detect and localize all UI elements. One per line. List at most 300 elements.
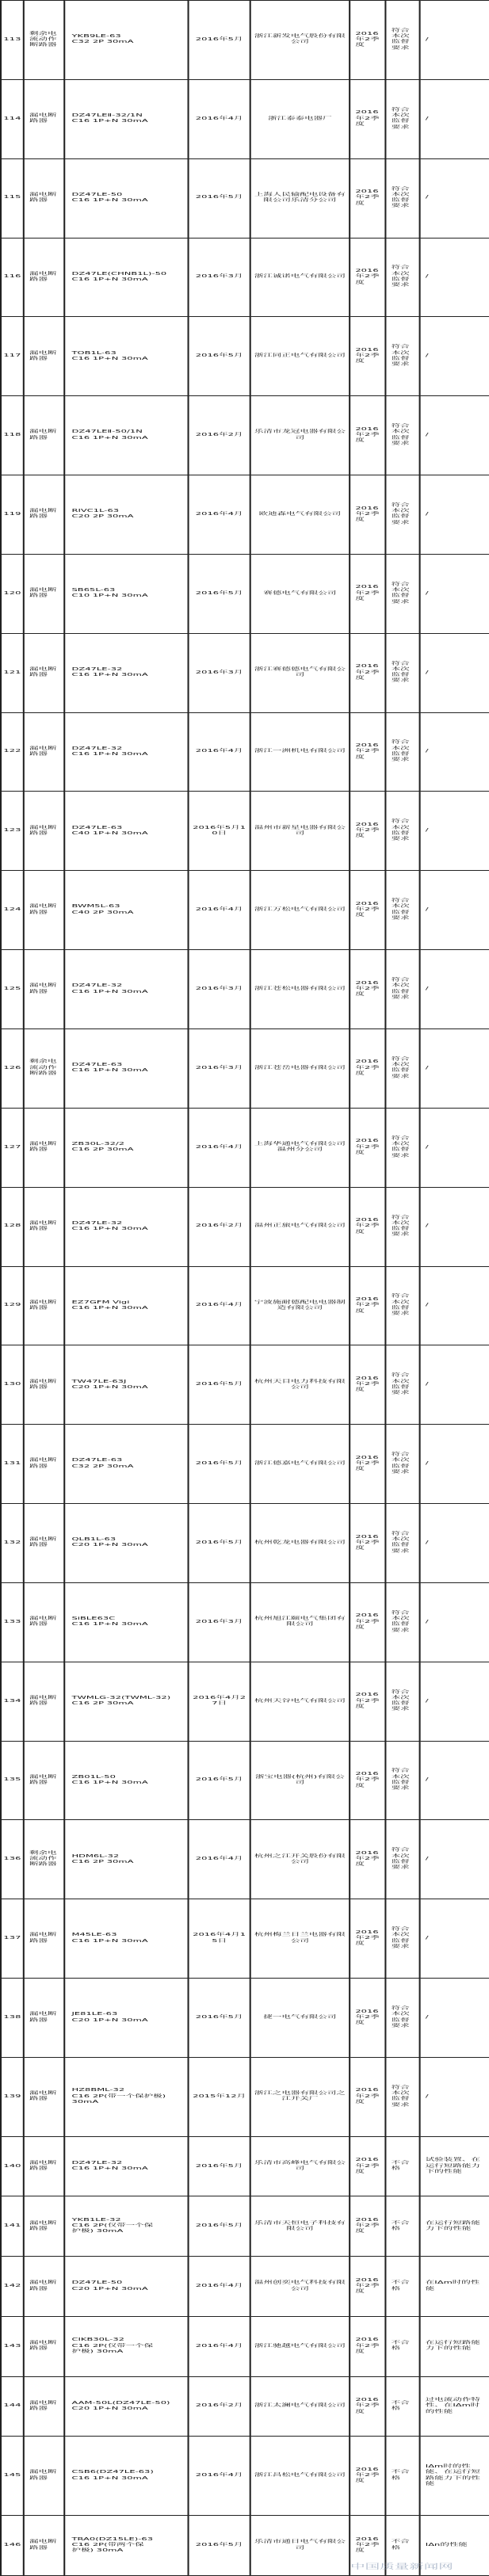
inspection-period-cell-text: 2016年2季度 — [355, 2088, 380, 2105]
failed-item-cell-text: 在运行短路能力下的性能 — [425, 2340, 480, 2352]
manufacturer-cell — [250, 950, 350, 1029]
result-cell — [385, 238, 419, 317]
failed-item-cell — [420, 1187, 489, 1266]
model-spec-line: RIVC1L-63 — [71, 509, 120, 514]
result-cell — [385, 1187, 419, 1266]
production-date-cell-text: 2016年3月 — [195, 670, 243, 675]
production-date-cell — [189, 1820, 250, 1899]
product-name-cell-text: 剩余电流动作断路器 — [29, 1850, 57, 1868]
row-number-cell — [1, 950, 24, 1029]
product-name-cell-text: 漏电断路器 — [29, 1695, 57, 1707]
model-spec-line: TWMLG-32(TWML-32) — [71, 1695, 171, 1700]
result-cell-text: 符合本次监督要求 — [391, 1848, 410, 1871]
manufacturer-cell — [250, 1345, 350, 1425]
failed-item-cell — [420, 475, 489, 555]
model-spec-line: BWM5L-63 — [71, 904, 120, 910]
manufacturer-cell — [250, 633, 350, 712]
result-cell-text: 符合本次监督要求 — [391, 1927, 410, 1949]
failed-item-cell — [420, 2257, 489, 2317]
manufacturer-cell — [250, 2437, 350, 2516]
model-spec-line: DZ47LE-63 — [71, 1458, 123, 1464]
production-date-cell-text: 2016年4月 — [195, 116, 243, 121]
model-spec-cell — [64, 158, 188, 238]
inspection-period-cell — [350, 1345, 385, 1425]
model-spec-line: DZ47LE-32 — [71, 1220, 123, 1226]
inspection-period-cell — [350, 317, 385, 396]
result-cell-text: 符合本次监督要求 — [391, 1452, 410, 1475]
model-spec-line: C10 1P+N 30mA — [71, 593, 148, 599]
failed-item-cell-text: / — [425, 274, 429, 280]
model-spec-line: QLB1L-63 — [71, 1537, 117, 1543]
production-date-cell-text: 2016年4月15日 — [193, 1933, 246, 1944]
production-date-cell-text: 2016年5月 — [195, 1540, 243, 1545]
result-cell — [385, 633, 419, 712]
model-spec-line: DZ47LE-50 — [71, 192, 123, 197]
product-name-cell — [24, 1582, 64, 1662]
inspection-period-cell-text: 2016年2季度 — [355, 1059, 380, 1077]
model-spec-cell — [64, 1820, 188, 1899]
failed-item-cell — [420, 1741, 489, 1820]
row-number-cell — [1, 712, 24, 792]
manufacturer-cell-text: 浙江苍松电器有限公司 — [254, 986, 346, 991]
failed-item-cell-text: 试验装置、在运行短路能力下的性能 — [425, 2158, 480, 2174]
model-spec-line: C16 2P(仅带一个保 — [71, 2343, 154, 2349]
table-row — [1, 1, 489, 80]
failed-item-cell-text: / — [425, 353, 429, 359]
manufacturer-cell-text: 杭州天谷电气有限公司 — [254, 1698, 346, 1704]
inspection-period-cell — [350, 2257, 385, 2317]
product-name-cell-text: 漏电断路器 — [29, 666, 57, 678]
production-date-cell — [189, 871, 250, 950]
production-date-cell — [189, 1662, 250, 1741]
product-name-cell-text: 漏电断路器 — [29, 2280, 57, 2292]
manufacturer-cell — [250, 1504, 350, 1583]
manufacturer-cell — [250, 1266, 350, 1345]
failed-item-cell — [420, 2316, 489, 2376]
failed-item-cell — [420, 1345, 489, 1425]
manufacturer-cell — [250, 2196, 350, 2257]
failed-item-cell-text: IΔm时的性能、在运行短路能力下的性能 — [425, 2464, 480, 2486]
inspection-period-cell-text: 2016年2季度 — [355, 664, 380, 681]
result-cell-text: 符合本次监督要求 — [391, 661, 410, 684]
model-spec-line: C20 1P+N 30mA — [71, 1543, 148, 1548]
manufacturer-cell-text: 浙江赛德德电气有限公司 — [254, 666, 346, 678]
result-cell-text: 符合本次监督要求 — [391, 1689, 410, 1712]
inspection-period-cell — [350, 475, 385, 555]
production-date-cell — [189, 633, 250, 712]
production-date-cell-text: 2016年4月 — [195, 1857, 243, 1862]
table-row — [1, 158, 489, 238]
table-row — [1, 1979, 489, 2058]
product-name-cell — [24, 2437, 64, 2516]
model-spec-line: ZB30L-32/2 — [71, 1141, 125, 1147]
row-number-cell — [1, 2257, 24, 2317]
production-date-cell — [189, 2136, 250, 2196]
row-number-cell — [1, 1582, 24, 1662]
manufacturer-cell-text: 宁波施耐德配电电器制造有限公司 — [254, 1299, 346, 1311]
model-spec-cell — [64, 2057, 188, 2136]
table-row — [1, 1187, 489, 1266]
row-number-cell-text: 120 — [3, 590, 21, 596]
manufacturer-cell-text: 浙江泰泰电器厂 — [268, 116, 332, 121]
manufacturer-cell-text: 上海华通电气有限公司温州分公司 — [254, 1141, 346, 1153]
failed-item-cell — [420, 554, 489, 633]
model-spec-line: DZ47LE-32 — [71, 983, 123, 989]
product-name-cell — [24, 1662, 64, 1741]
failed-item-cell-text: / — [425, 2014, 429, 2020]
row-number-cell — [1, 871, 24, 950]
model-spec-line: TRA0(DZ15LE)-63 — [71, 2536, 154, 2542]
result-cell — [385, 79, 419, 158]
result-cell-text: 符合本次监督要求 — [391, 1531, 410, 1554]
table-row — [1, 2376, 489, 2437]
manufacturer-cell — [250, 1899, 350, 1979]
result-cell — [385, 1582, 419, 1662]
failed-item-cell — [420, 317, 489, 396]
model-spec-line: 护极) 30mA — [71, 2229, 124, 2234]
failed-item-cell — [420, 1582, 489, 1662]
result-cell-text: 不合格 — [391, 2220, 410, 2231]
product-name-cell — [24, 1108, 64, 1187]
inspection-period-cell — [350, 238, 385, 317]
table-row — [1, 1820, 489, 1899]
production-date-cell — [189, 1899, 250, 1979]
result-cell-text: 符合本次监督要求 — [391, 1215, 410, 1238]
production-date-cell — [189, 1425, 250, 1504]
inspection-period-cell — [350, 792, 385, 871]
manufacturer-cell-text: 浙江德嘉电气有限公司 — [254, 1460, 346, 1466]
model-spec-line: C16 2P 30mA — [71, 1701, 134, 1707]
inspection-period-cell — [350, 2136, 385, 2196]
manufacturer-cell — [250, 871, 350, 950]
product-name-cell-text: 漏电断路器 — [29, 983, 57, 994]
production-date-cell — [189, 1, 250, 80]
model-spec-cell — [64, 79, 188, 158]
row-number-cell — [1, 396, 24, 475]
row-number-cell — [1, 1108, 24, 1187]
production-date-cell-text: 2016年5月 — [195, 2014, 243, 2020]
failed-item-cell-text: IΔn的性能 — [425, 2542, 468, 2547]
manufacturer-cell — [250, 2257, 350, 2317]
model-spec-line: SiBLE63C — [71, 1616, 116, 1622]
inspection-period-cell-text: 2016年2季度 — [355, 1850, 380, 1868]
result-cell — [385, 792, 419, 871]
failed-item-cell-text: / — [425, 828, 429, 834]
table-row — [1, 317, 489, 396]
table-row — [1, 2057, 489, 2136]
result-cell-text: 符合本次监督要求 — [391, 1135, 410, 1158]
table-row — [1, 950, 489, 1029]
manufacturer-cell-text: 赛德电气有限公司 — [263, 590, 337, 596]
row-number-cell-text: 142 — [3, 2283, 21, 2288]
model-spec-line: C16 1P+N 30mA — [71, 119, 148, 124]
failed-item-cell-text: / — [425, 1303, 429, 1308]
product-name-cell — [24, 871, 64, 950]
row-number-cell-text: 123 — [3, 828, 21, 834]
row-number-cell — [1, 2196, 24, 2257]
failed-item-cell-text: / — [425, 1065, 429, 1070]
product-name-cell — [24, 238, 64, 317]
production-date-cell — [189, 317, 250, 396]
row-number-cell — [1, 1187, 24, 1266]
production-date-cell-text: 2016年5月 — [195, 1382, 243, 1387]
table-row — [1, 712, 489, 792]
model-spec-line: HDM6L-32 — [71, 1853, 120, 1859]
model-spec-cell — [64, 1345, 188, 1425]
manufacturer-cell — [250, 79, 350, 158]
result-cell — [385, 950, 419, 1029]
failed-item-cell-text: / — [425, 1540, 429, 1545]
model-spec-cell — [64, 871, 188, 950]
failed-item-cell — [420, 2196, 489, 2257]
production-date-cell — [189, 1028, 250, 1108]
manufacturer-cell-text: 乐清市通日电气有限公司 — [254, 2540, 346, 2551]
failed-item-cell-text: / — [425, 907, 429, 913]
manufacturer-cell-text: 杭州乾龙电器有限公司 — [254, 1540, 346, 1545]
inspection-period-cell — [350, 1108, 385, 1187]
result-cell-text: 符合本次监督要求 — [391, 1769, 410, 1792]
inspection-period-cell — [350, 2196, 385, 2257]
row-number-cell-text: 137 — [3, 1936, 21, 1941]
production-date-cell-text: 2016年5月 — [195, 195, 243, 200]
failed-item-cell-text: / — [425, 986, 429, 991]
product-name-cell — [24, 158, 64, 238]
failed-item-cell — [420, 1028, 489, 1108]
model-spec-cell — [64, 950, 188, 1029]
model-spec-cell — [64, 1582, 188, 1662]
model-spec-line: C16 1P+N 30mA — [71, 277, 148, 282]
model-spec-cell — [64, 396, 188, 475]
manufacturer-cell-text: 浙江新发电气股份有限公司 — [254, 34, 346, 45]
table-row — [1, 2257, 489, 2317]
production-date-cell — [189, 1108, 250, 1187]
model-spec-cell — [64, 2136, 188, 2196]
product-name-cell — [24, 2516, 64, 2576]
model-spec-line: C16 1P+N 30mA — [71, 1938, 148, 1944]
result-cell-text: 不合格 — [391, 2540, 410, 2551]
production-date-cell — [189, 792, 250, 871]
product-name-cell — [24, 2136, 64, 2196]
model-spec-line: C16 2P(带两个保 — [71, 2542, 144, 2547]
inspection-period-cell-text: 2016年2季度 — [355, 1297, 380, 1314]
production-date-cell — [189, 2437, 250, 2516]
failed-item-cell — [420, 396, 489, 475]
production-date-cell — [189, 2196, 250, 2257]
production-date-cell-text: 2016年5月 — [195, 36, 243, 42]
model-spec-line: CSB6(DZ47LE-63) — [71, 2470, 154, 2475]
production-date-cell-text: 2016年3月 — [195, 1619, 243, 1624]
product-name-cell-text: 漏电断路器 — [29, 746, 57, 758]
production-date-cell — [189, 475, 250, 555]
row-number-cell — [1, 554, 24, 633]
table-row — [1, 792, 489, 871]
failed-item-cell — [420, 158, 489, 238]
inspection-period-cell — [350, 950, 385, 1029]
failed-item-cell — [420, 1899, 489, 1979]
inspection-period-cell-text: 2016年2季度 — [355, 1376, 380, 1393]
inspection-period-cell — [350, 871, 385, 950]
model-spec-line: C16 1P+N 30mA — [71, 1068, 148, 1074]
manufacturer-cell-text: 杭州之江开关股份有限公司 — [254, 1853, 346, 1864]
manufacturer-cell-text: 杭州天目电力科技有限公司 — [254, 1379, 346, 1390]
production-date-cell — [189, 1345, 250, 1425]
production-date-cell — [189, 2257, 250, 2317]
row-number-cell-text: 117 — [3, 353, 21, 359]
production-date-cell — [189, 554, 250, 633]
inspection-period-cell — [350, 712, 385, 792]
product-name-cell-text: 漏电断路器 — [29, 271, 57, 282]
table-row — [1, 475, 489, 555]
production-date-cell-text: 2016年4月 — [195, 1144, 243, 1150]
model-spec-line: C40 2P 30mA — [71, 910, 134, 915]
result-cell — [385, 1504, 419, 1583]
model-spec-line: C16 1P+N 30mA — [71, 2475, 148, 2481]
product-name-cell — [24, 950, 64, 1029]
table-body — [1, 1, 489, 2576]
failed-item-cell-text: / — [425, 1698, 429, 1704]
production-date-cell-text: 2016年5月 — [195, 1460, 243, 1466]
production-date-cell — [189, 1266, 250, 1345]
production-date-cell-text: 2016年5月 — [195, 1777, 243, 1783]
model-spec-line: 护极) 30mA — [71, 2548, 124, 2554]
model-spec-line: CIKB30L-32 — [71, 2337, 125, 2343]
row-number-cell — [1, 1741, 24, 1820]
failed-item-cell — [420, 2136, 489, 2196]
model-spec-cell — [64, 317, 188, 396]
model-spec-line: DZ47LE(CHNB1L)-50 — [71, 271, 167, 277]
table-row — [1, 2437, 489, 2516]
model-spec-line: TW47LE-63J — [71, 1379, 127, 1384]
product-name-cell-text: 漏电断路器 — [29, 2340, 57, 2352]
product-name-cell — [24, 79, 64, 158]
inspection-period-cell — [350, 1266, 385, 1345]
manufacturer-cell-text: 浙江万松电气有限公司 — [254, 907, 346, 913]
production-date-cell-text: 2016年4月 — [195, 2343, 243, 2349]
manufacturer-cell — [250, 1741, 350, 1820]
result-cell-text: 不合格 — [391, 2340, 410, 2352]
manufacturer-cell — [250, 475, 350, 555]
product-name-cell — [24, 1504, 64, 1583]
product-name-cell — [24, 1979, 64, 2058]
model-spec-line: C16 1P+N 30mA — [71, 1780, 148, 1785]
failed-item-cell — [420, 79, 489, 158]
product-name-cell — [24, 1, 64, 80]
row-number-cell-text: 113 — [3, 36, 21, 42]
manufacturer-cell — [250, 158, 350, 238]
table-row — [1, 2316, 489, 2376]
production-date-cell — [189, 1582, 250, 1662]
result-cell-text: 符合本次监督要求 — [391, 107, 410, 130]
row-number-cell-text: 125 — [3, 986, 21, 991]
inspection-period-cell-text: 2016年2季度 — [355, 347, 380, 364]
failed-item-cell-text: / — [425, 1460, 429, 1466]
inspection-period-cell-text: 2016年2季度 — [355, 2536, 380, 2554]
row-number-cell-text: 138 — [3, 2014, 21, 2020]
inspection-period-cell — [350, 2057, 385, 2136]
production-date-cell-text: 2016年4月27日 — [193, 1695, 246, 1707]
result-cell — [385, 2196, 419, 2257]
result-cell-text: 符合本次监督要求 — [391, 819, 410, 842]
row-number-cell — [1, 1979, 24, 2058]
inspection-period-cell-text: 2016年2季度 — [355, 2398, 380, 2414]
row-number-cell-text: 136 — [3, 1857, 21, 1862]
manufacturer-cell-text: 乐清市高峰电气有限公司 — [254, 2160, 346, 2172]
table-row — [1, 1028, 489, 1108]
product-name-cell — [24, 317, 64, 396]
model-spec-cell — [64, 792, 188, 871]
failed-item-cell — [420, 871, 489, 950]
production-date-cell — [189, 2516, 250, 2576]
production-date-cell — [189, 712, 250, 792]
production-date-cell-text: 2016年2月 — [195, 433, 243, 437]
production-date-cell — [189, 1979, 250, 2058]
production-date-cell-text: 2016年5月 — [195, 2163, 243, 2169]
product-name-cell — [24, 633, 64, 712]
model-spec-cell — [64, 2437, 188, 2516]
production-date-cell-text: 2015年12月 — [193, 2093, 246, 2099]
model-spec-line: SB65L-63 — [71, 588, 116, 593]
result-cell-text: 符合本次监督要求 — [391, 265, 410, 288]
model-spec-line: C16 1P+N 30mA — [71, 673, 148, 678]
inspection-period-cell-text: 2016年2季度 — [355, 2158, 380, 2174]
production-date-cell — [189, 2316, 250, 2376]
result-cell-text: 符合本次监督要求 — [391, 28, 410, 51]
model-spec-line: DZ47LE-50 — [71, 2280, 123, 2286]
table-row — [1, 633, 489, 712]
row-number-cell — [1, 1899, 24, 1979]
failed-item-cell-text: / — [425, 116, 429, 121]
production-date-cell — [189, 950, 250, 1029]
model-spec-line: C16 2P(带一个保护极) — [71, 2093, 166, 2099]
row-number-cell — [1, 2136, 24, 2196]
result-cell — [385, 1028, 419, 1108]
product-name-cell-text: 漏电断路器 — [29, 2220, 57, 2231]
row-number-cell — [1, 238, 24, 317]
manufacturer-cell-text: 温州正旅电气有限公司 — [254, 1223, 346, 1229]
table-row — [1, 871, 489, 950]
row-number-cell — [1, 633, 24, 712]
failed-item-cell — [420, 792, 489, 871]
model-spec-line: C16 1P+N 30mA — [71, 435, 148, 441]
result-cell — [385, 396, 419, 475]
manufacturer-cell — [250, 396, 350, 475]
row-number-cell — [1, 2057, 24, 2136]
manufacturer-cell-text: 浙江诚诺电气有限公司 — [254, 274, 346, 280]
result-cell — [385, 1108, 419, 1187]
row-number-cell — [1, 792, 24, 871]
model-spec-cell — [64, 2196, 188, 2257]
watermark: 中国质量新闻网 — [350, 2563, 453, 2571]
production-date-cell-text: 2016年4月 — [195, 1303, 243, 1308]
result-cell-text: 符合本次监督要求 — [391, 1294, 410, 1317]
model-spec-cell — [64, 2516, 188, 2576]
production-date-cell — [189, 158, 250, 238]
inspection-period-cell-text: 2016年2季度 — [355, 1693, 380, 1709]
product-name-cell-text: 漏电断路器 — [29, 113, 57, 124]
result-cell-text: 符合本次监督要求 — [391, 740, 410, 763]
product-name-cell-text: 漏电断路器 — [29, 1299, 57, 1311]
inspection-period-cell-text: 2016年2季度 — [355, 2467, 380, 2484]
failed-item-cell — [420, 1504, 489, 1583]
failed-item-cell-text: / — [425, 1619, 429, 1624]
inspection-period-cell — [350, 2316, 385, 2376]
failed-item-cell — [420, 2376, 489, 2437]
inspection-period-cell — [350, 158, 385, 238]
product-name-cell-text: 漏电断路器 — [29, 2400, 57, 2411]
failed-item-cell — [420, 1820, 489, 1899]
result-cell — [385, 1820, 419, 1899]
model-spec-line: DZ47LE-32 — [71, 746, 123, 751]
